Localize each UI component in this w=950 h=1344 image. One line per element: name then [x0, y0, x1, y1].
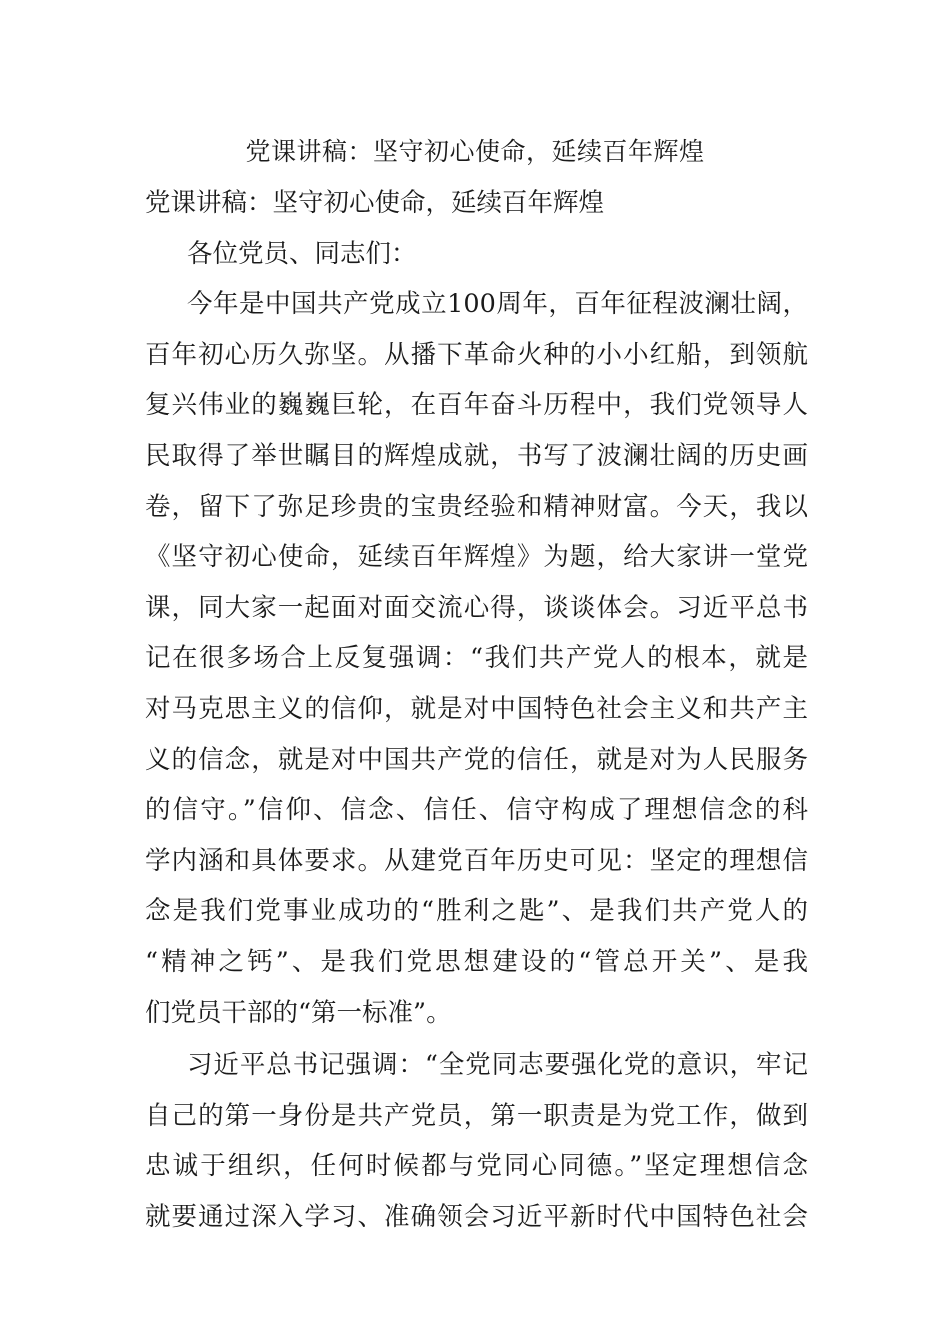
- paragraph-line: 卷，留下了弥足珍贵的宝贵经验和精神财富。今天，我以: [145, 491, 808, 522]
- paragraph-line: 今年是中国共产党成立100周年，百年征程波澜壮阔，: [187, 289, 808, 320]
- paragraph-line: 百年初心历久弥坚。从播下革命火种的小小红船，到领航: [145, 339, 808, 370]
- paragraph-line: 学内涵和具体要求。从建党百年历史可见：坚定的理想信: [145, 845, 808, 876]
- paragraph-line: 民取得了举世瞩目的辉煌成就，书写了波澜壮阔的历史画: [145, 440, 808, 471]
- paragraph-line: “精神之钙”、是我们党思想建设的“管总开关”、是我: [145, 946, 808, 977]
- paragraph-line: 记在很多场合上反复强调：“我们共产党人的根本，就是: [145, 643, 808, 674]
- document-body: [145, 178, 808, 1242]
- paragraph-line: 习近平总书记强调：“全党同志要强化党的意识，牢记: [187, 1050, 808, 1081]
- paragraph-line: 《坚守初心使命，延续百年辉煌》为题，给大家讲一堂党: [145, 542, 808, 573]
- heading-repeat: 党课讲稿：坚守初心使命，延续百年辉煌: [145, 188, 605, 218]
- paragraph-line: 自己的第一身份是共产党员，第一职责是为党工作，做到: [145, 1100, 808, 1131]
- paragraph-line: 复兴伟业的巍巍巨轮，在百年奋斗历程中，我们党领导人: [145, 390, 808, 421]
- salutation: 各位党员、同志们：: [187, 238, 417, 269]
- paragraph-line: 就要通过深入学习、准确领会习近平新时代中国特色社会: [145, 1201, 808, 1232]
- document-title: 党课讲稿：坚守初心使命，延续百年辉煌: [245, 137, 705, 166]
- paragraph-line: 的信守。”信仰、信念、信任、信守构成了理想信念的科: [145, 795, 808, 826]
- paragraph-line: 对马克思主义的信仰，就是对中国特色社会主义和共产主: [145, 693, 808, 724]
- paragraph-line: 义的信念，就是对中国共产党的信任，就是对为人民服务: [145, 744, 808, 775]
- paragraph-1: [145, 279, 808, 1038]
- paragraph-line: 念是我们党事业成功的“胜利之匙”、是我们共产党人的: [145, 896, 808, 927]
- paragraph-line: 课，同大家一起面对面交流心得，谈谈体会。习近平总书: [145, 592, 808, 623]
- paragraph-line: 们党员干部的“第一标准”。: [145, 997, 452, 1028]
- paragraph-line: 忠诚于组织，任何时候都与党同心同德。”坚定理想信念: [145, 1151, 808, 1182]
- paragraph-2: [145, 1040, 808, 1242]
